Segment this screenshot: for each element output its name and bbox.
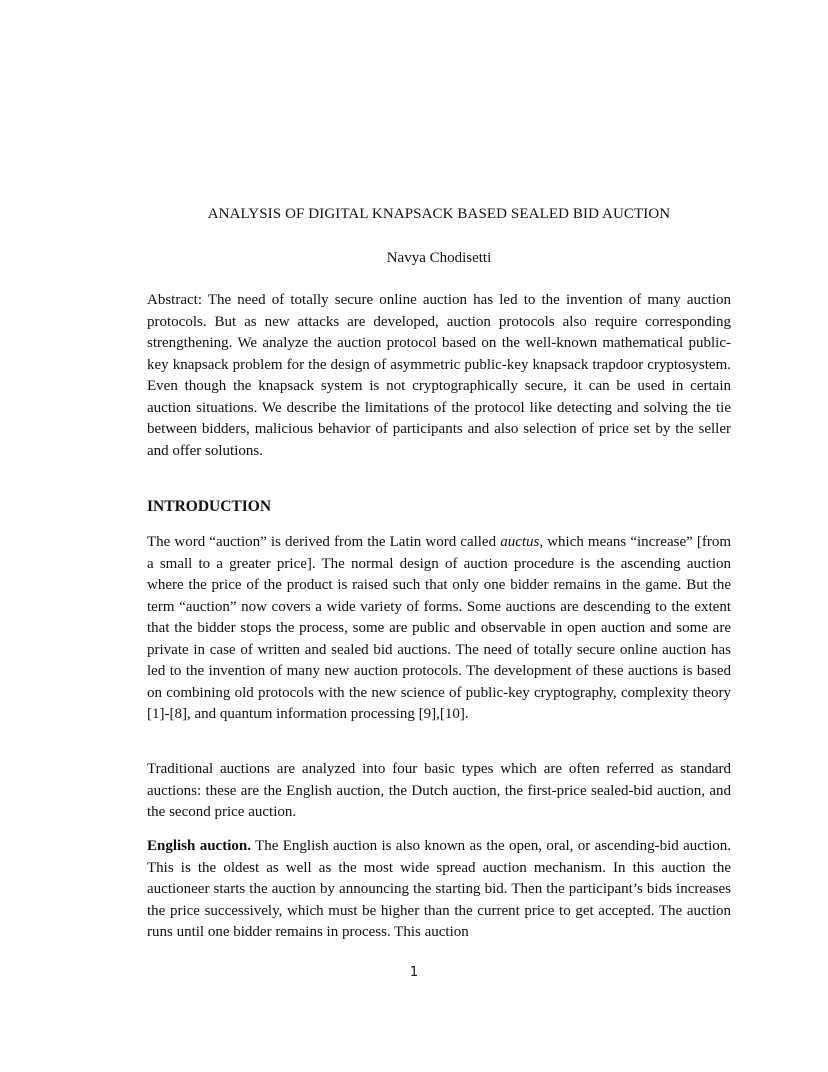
english-auction-paragraph — [147, 836, 731, 944]
introduction-paragraph-2: Traditional auctions are analyzed into four basic types which are often referred as standard auctions: these are the English auction, the Dutch auction, the first-price sealed-bid auction, and the second price auction. — [147, 761, 731, 820]
paragraph-lead: English auction. — [147, 838, 251, 854]
italic-term: auctus — [500, 534, 540, 550]
paper-title: ANALYSIS OF DIGITAL KNAPSACK BASED SEALED BID AUCTION — [207, 206, 671, 222]
paper-author: Navya Chodisetti — [386, 250, 492, 266]
introduction-heading: INTRODUCTION — [147, 498, 272, 515]
paragraph-text: , which means “increase” [from a small to a greater price]. The normal design of auction procedure is the ascending auction where the price of the product is raised such that only one bidder remains in the game. But the term “auction” now covers a wide variety of forms. Some auctions are descending to the extent that the bidder stops the process, some are public and observable in open auction and some are private in case of written and sealed bid auctions. The need of totally secure online auction has led to the invention of many new auction protocols. The development of these auctions is based on combining old protocols with the new science of public-key cryptography, complexity theory [1]-[8], and quantum information processing [9],[10]. — [147, 534, 732, 722]
abstract-paragraph: Abstract: The need of totally secure online auction has led to the invention of many auction protocols. But as new attacks are developed, auction protocols also require corresponding strengthening. We analyze the auction protocol based on the well-known mathematical public-key knapsack problem for the design of asymmetric public-key knapsack trapdoor cryptosystem. Even though the knapsack system is not cryptographically secure, it can be used in certain auction situations. We describe the limitations of the protocol like detecting and solving the tie between bidders, malicious behavior of participants and also selection of price set by the seller and offer solutions. — [147, 292, 731, 459]
page-number: 1 — [409, 965, 419, 980]
paragraph-text: The English auction is also known as the open, oral, or ascending-bid auction. This is the oldest as well as the most wide spread auction mechanism. In this auction the auctioneer starts the auction by announcing the starting bid. Then the participant’s bids increases the price successively, which must be higher than the current price to get accepted. The auction runs until one bidder remains in process. This auction — [147, 838, 731, 940]
paragraph-text: The word “auction” is derived from the Latin word called — [147, 534, 501, 550]
introduction-paragraph-1 — [147, 532, 731, 726]
